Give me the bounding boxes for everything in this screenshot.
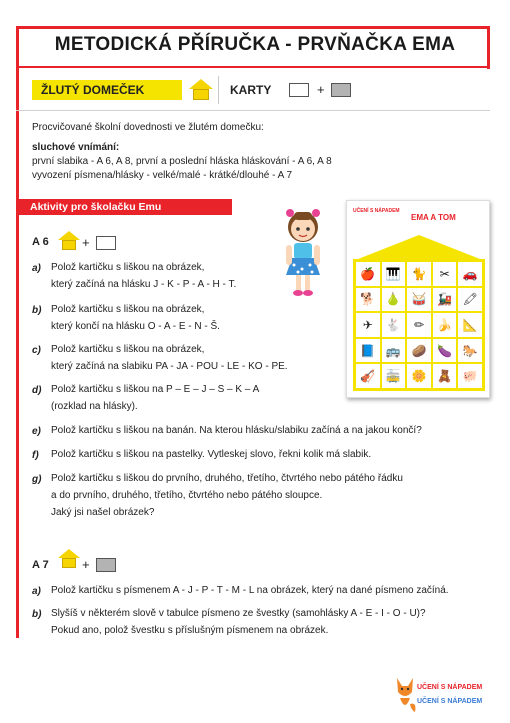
practiced-skills: Procvičované školní dovednosti ve žlutém domečku: — [32, 122, 264, 133]
grid-cell: 🥁 — [407, 288, 431, 312]
plus-sign: + — [82, 557, 90, 572]
plus-sign: + — [82, 235, 90, 250]
item-letter: c) — [32, 345, 41, 356]
grid-cell: 🐖 — [458, 364, 482, 388]
header-divider — [218, 76, 219, 104]
grid-cell: 🚌 — [382, 339, 406, 363]
item-letter: f) — [32, 450, 39, 461]
grid-cell: 🍌 — [433, 313, 457, 337]
grid-cell: 🎻 — [356, 364, 380, 388]
section-title: sluchové vnímání: — [32, 142, 120, 153]
intro-line-2: vyvození písmena/hlásky - velké/malé - krátké/dlouhé - A 7 — [32, 170, 293, 181]
header-separator — [16, 110, 490, 111]
grid-cell: 🧸 — [433, 364, 457, 388]
house-icon — [58, 231, 80, 250]
item-text: Polož kartičku s liškou na obrázek, který končí na hlásku O - A - E - N - Š. — [51, 304, 220, 332]
item-letter: a) — [32, 586, 41, 597]
grid-cell: 🖍 — [458, 288, 482, 312]
ema-tom-card — [346, 200, 490, 398]
item-text: Polož kartičku s liškou na obrázek, který začíná na slabiku PA - JA - POU - LE - KO - PE. — [51, 344, 288, 372]
house-icon — [58, 549, 80, 568]
grid-cell: 🍐 — [382, 288, 406, 312]
title-underline — [16, 66, 490, 68]
item-text: Polož kartičku s liškou na P – E – J – S – K – A (rozklad na hlásky). — [51, 384, 260, 412]
grid-cell: 🐈 — [407, 262, 431, 286]
grid-cell: 🚂 — [433, 288, 457, 312]
item-text: Slyšíš v některém slově v tabulce písmeno ze švestky (samohlásky A - E - I - O - U)? Pokud ano, polož švestku s příslušným písmenem na obrázek. — [51, 608, 426, 636]
grid-cell: ✏ — [407, 313, 431, 337]
item-text: Polož kartičku s liškou na obrázek, který začíná na hlásku J - K - P - A - H - T. — [51, 262, 237, 290]
white-card-icon — [96, 236, 116, 250]
girl-illustration — [272, 203, 334, 299]
item-text: Polož kartičku s liškou na banán. Na kterou hlásku/slabiku začíná a na jakou končí? — [51, 425, 422, 436]
white-card-icon — [289, 83, 309, 97]
intro-line-1: první slabika - A 6, A 8, první a poslední hláska hláskování - A 6, A 8 — [32, 156, 332, 167]
item-text: Polož kartičku s liškou do prvního, druhého, třetího, čtvrtého nebo pátého řádku a do prvního, druhého, třetího, čtvrtého nebo pátého sloupce. Jaký jsi našel obrázek? — [51, 473, 403, 518]
grid-cell: ✈ — [356, 313, 380, 337]
cards-label: KARTY — [230, 83, 272, 97]
item-letter: d) — [32, 385, 42, 396]
grid-cell: 🌼 — [407, 364, 431, 388]
grid-cell: 🐎 — [458, 339, 482, 363]
page-title: METODICKÁ PŘÍRUČKA - PRVŇAČKA EMA — [54, 34, 456, 55]
grey-card-icon — [96, 558, 116, 572]
item-letter: b) — [32, 609, 42, 620]
item-letter: g) — [32, 474, 42, 485]
grid-cell: 📐 — [458, 313, 482, 337]
grid-cell: 🐇 — [382, 313, 406, 337]
grid-cell: 🍆 — [433, 339, 457, 363]
item-letter: e) — [32, 426, 41, 437]
logo-text-bottom: UČENÍ S NÁPADEM — [417, 698, 483, 705]
grey-card-icon — [331, 83, 351, 97]
a7-label: A 7 — [32, 559, 49, 571]
item-letter: b) — [32, 305, 42, 316]
grid-cell: 🎹 — [382, 262, 406, 286]
grid-cell: 🐕 — [356, 288, 380, 312]
grid-cell: 🚋 — [382, 364, 406, 388]
card-logo: UČENÍ S NÁPADEM — [353, 208, 400, 214]
publisher-logo — [393, 670, 485, 718]
house-icon — [189, 79, 213, 100]
activities-banner: Aktivity pro školačku Emu — [18, 199, 232, 215]
grid-cell: 🥔 — [407, 339, 431, 363]
card-grid — [353, 259, 485, 391]
grid-cell: 🚗 — [458, 262, 482, 286]
frame-top-line — [16, 26, 490, 29]
plus-sign: + — [317, 82, 325, 97]
grid-cell: ✂ — [433, 262, 457, 286]
logo-text-top: UČENÍ S NÁPADEM — [417, 684, 483, 691]
a6-label: A 6 — [32, 236, 49, 248]
item-letter: a) — [32, 263, 41, 274]
card-title: EMA A TOM — [411, 213, 456, 222]
house-label: ŽLUTÝ DOMEČEK — [32, 80, 182, 100]
card-roof — [353, 235, 485, 261]
item-text: Polož kartičku s písmenem A - J - P - T - M - L na obrázek, který na dané písmeno začíná. — [51, 585, 449, 596]
item-text: Polož kartičku s liškou na pastelky. Vytleskej slovo, řekni kolik má slabik. — [51, 449, 372, 460]
fox-icon — [393, 672, 417, 716]
grid-cell: 📘 — [356, 339, 380, 363]
frame-left-line — [16, 26, 19, 638]
grid-cell: 🍎 — [356, 262, 380, 286]
